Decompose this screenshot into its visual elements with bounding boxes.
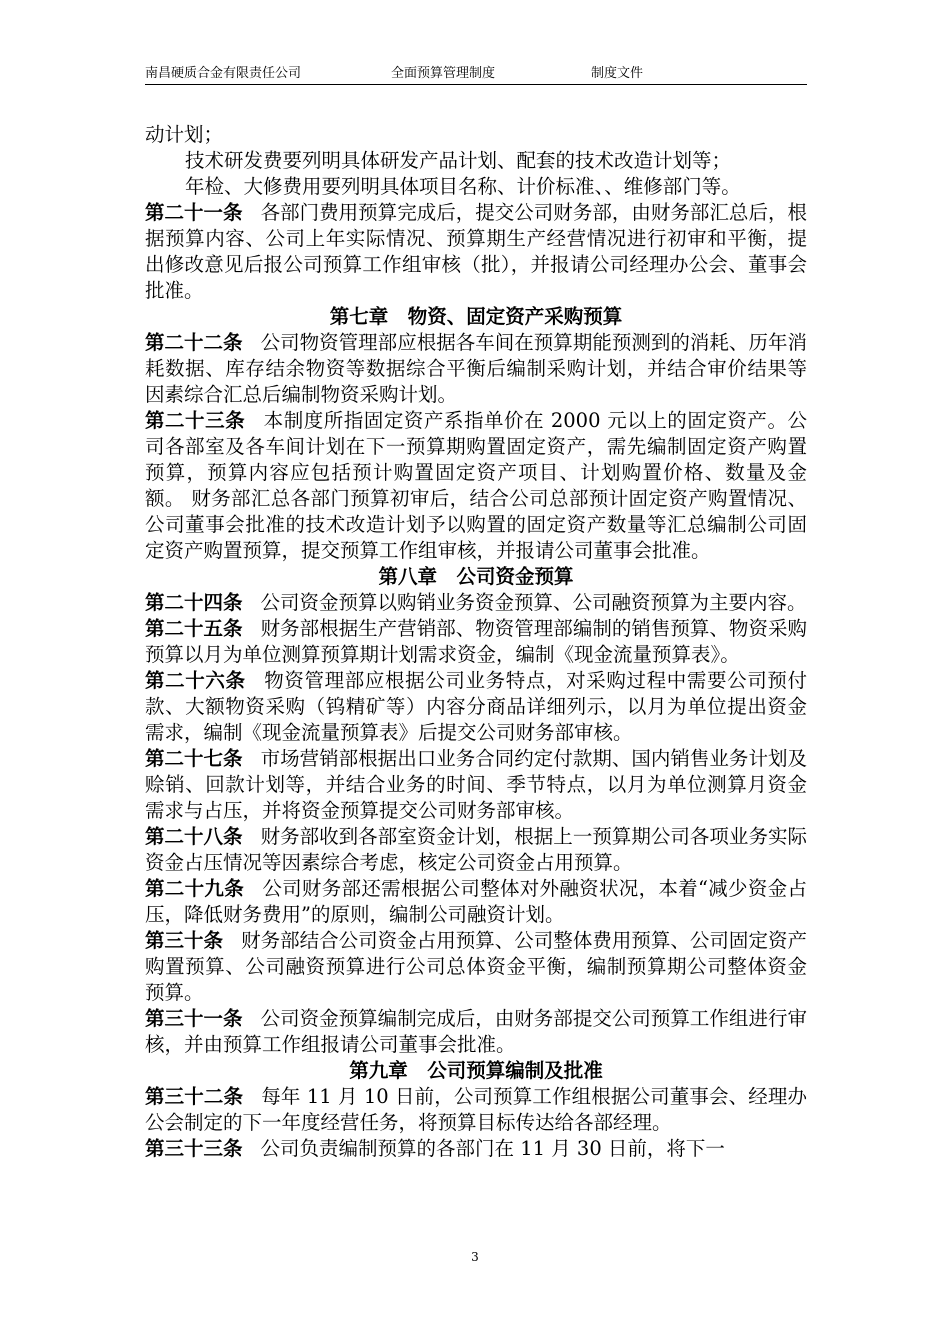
article-label: 第二十六条	[145, 669, 246, 692]
article-text: 公司负责编制预算的各部门在 11 月 30 日前，将下一	[260, 1137, 725, 1160]
article-text: 财务部收到各部室资金计划，根据上一预算期公司各项业务实际资金占压情况等因素综合考虑，核定公司资金占用预算。	[145, 825, 807, 874]
article-text: 公司资金预算编制完成后，由财务部提交公司预算工作组进行审核，并由预算工作组报请公司董事会批准。	[145, 1007, 807, 1056]
article-text: 财务部根据生产营销部、物资管理部编制的销售预算、物资采购预算以月为单位测算预算期计划需求资金，编制《现金流量预算表》。	[145, 617, 807, 666]
article-32	[145, 1084, 807, 1136]
article-31	[145, 1006, 807, 1058]
article-text: 各部门费用预算完成后，提交公司财务部，由财务部汇总后，根据预算内容、公司上年实际情况、预算期生产经营情况进行初审和平衡，提出修改意见后报公司预算工作组审核（批），并报请公司经理办公会、董事会批准。	[145, 201, 807, 302]
article-label: 第二十七条	[145, 747, 243, 770]
article-text: 本制度所指固定资产系指单价在 2000 元以上的固定资产。公司各部室及各车间计划在下一预算期购置固定资产，需先编制固定资产购置预算，预算内容应包括预计购置固定资产项目、计划购置价格、数量及金额。 财务部汇总各部门预算初审后，结合公司总部预计固定资产购置情况、公司董事会批准的技术改造计划予以购置的固定资产数量等汇总编制公司固定资产购置预算，提交预算工作组审核，并报请公司董事会批准。	[145, 409, 807, 562]
page-header	[145, 66, 807, 85]
article-label: 第二十一条	[145, 201, 243, 224]
article-text: 公司物资管理部应根据各车间在预算期能预测到的消耗、历年消耗数据、库存结余物资等数据综合平衡后编制采购计划，并结合审价结果等因素综合汇总后编制物资采购计划。	[145, 331, 807, 406]
paragraph-continuation: 动计划；	[145, 123, 224, 146]
article-26	[145, 668, 807, 746]
article-label: 第三十一条	[145, 1007, 243, 1030]
article-text: 公司资金预算以购销业务资金预算、公司融资预算为主要内容。	[260, 591, 807, 614]
article-25	[145, 616, 807, 668]
article-24	[145, 590, 807, 616]
article-label: 第二十三条	[145, 409, 246, 432]
chapter-7-heading: 第七章 物资、固定资产采购预算	[329, 305, 623, 328]
header-doc-type: 制度文件	[591, 66, 644, 81]
chapter-9-heading: 第九章 公司预算编制及批准	[349, 1059, 603, 1082]
article-label: 第二十二条	[145, 331, 243, 354]
article-label: 第二十九条	[145, 877, 245, 900]
header-company: 南昌硬质合金有限责任公司	[145, 66, 302, 81]
article-text: 每年 11 月 10 日前，公司预算工作组根据公司董事会、经理办公会制定的下一年度经营任务，将预算目标传达给各部经理。	[145, 1085, 807, 1134]
article-22	[145, 330, 807, 408]
document-body	[145, 122, 807, 1162]
paragraph-rd-cost: 技术研发费要列明具体研发产品计划、配套的技术改造计划等；	[185, 149, 732, 172]
article-28	[145, 824, 807, 876]
article-text: 物资管理部应根据公司业务特点，对采购过程中需要公司预付款、大额物资采购（钨精矿等）内容分商品详细列示，以月为单位提出资金需求，编制《现金流量预算表》后提交公司财务部审核。	[145, 669, 807, 744]
article-label: 第二十五条	[145, 617, 243, 640]
article-label: 第二十四条	[145, 591, 243, 614]
article-29	[145, 876, 807, 928]
header-doc-title: 全面预算管理制度	[391, 66, 496, 81]
article-text: 公司财务部还需根据公司整体对外融资状况，本着“减少资金占压，降低财务费用”的原则，编制公司融资计划。	[145, 877, 807, 926]
article-27	[145, 746, 807, 824]
paragraph-repair-cost: 年检、大修费用要列明具体项目名称、计价标准、、维修部门等。	[185, 175, 741, 198]
chapter-8-heading: 第八章 公司资金预算	[378, 565, 574, 588]
article-30	[145, 928, 807, 1006]
page-number: 3	[471, 1250, 479, 1264]
article-text: 市场营销部根据出口业务合同约定付款期、国内销售业务计划及赊销、回款计划等，并结合业务的时间、季节特点，以月为单位测算月资金需求与占压，并将资金预算提交公司财务部审核。	[145, 747, 807, 822]
article-label: 第三十三条	[145, 1137, 243, 1160]
article-33	[145, 1136, 807, 1162]
article-23	[145, 408, 807, 564]
article-21	[145, 200, 807, 304]
article-label: 第三十二条	[145, 1085, 244, 1108]
article-label: 第三十条	[145, 929, 224, 952]
article-label: 第二十八条	[145, 825, 243, 848]
article-text: 财务部结合公司资金占用预算、公司整体费用预算、公司固定资产购置预算、公司融资预算进行公司总体资金平衡，编制预算期公司整体资金预算。	[145, 929, 807, 1004]
